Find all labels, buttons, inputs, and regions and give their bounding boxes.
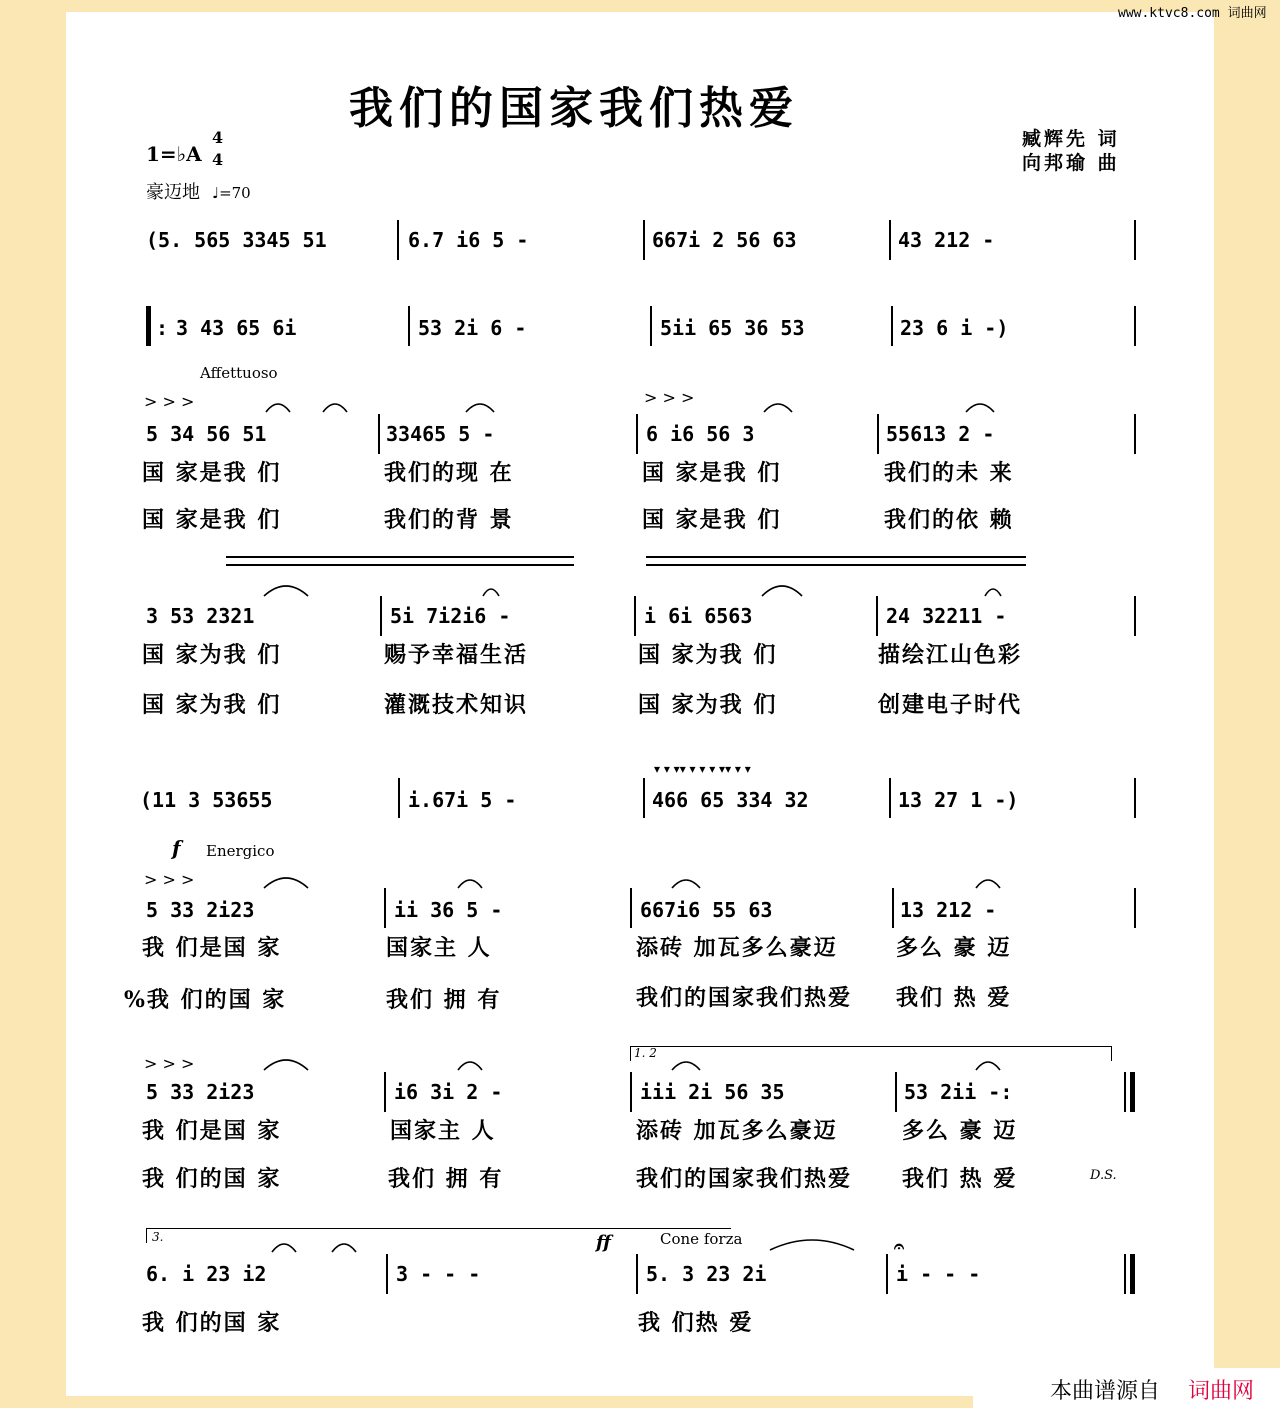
lyric-s8-m1: 我 们的国 家 [142, 1310, 282, 1336]
lyric-s7-v2-m2: 我们 拥 有 [388, 1166, 504, 1192]
lyric-s4-v1-m3: 国 家为我 们 [638, 642, 778, 668]
lyric-s6-v1-m2: 国家主 人 [386, 935, 492, 961]
lyric-s6-v1-m3: 添砖 加瓦多么豪迈 [636, 935, 838, 961]
fermata-mark: 𝄐 [894, 1236, 905, 1257]
lyric-s6-v1-m1: 我 们是国 家 [142, 935, 282, 961]
notes-s2-m3: 5ii 65 36 53 [660, 316, 805, 340]
notes-s2-m2: 53 2i 6 - [418, 316, 527, 340]
lyric-s4-v2-m1: 国 家为我 们 [142, 692, 282, 718]
slur [466, 404, 494, 412]
lyric-s6-v2-m1: %我 们的国 家 [124, 987, 287, 1013]
notes-s4-m2: 5i 7i2i6 - [390, 604, 511, 628]
lyric-s6-v1-m4: 多么 豪 迈 [896, 935, 1012, 961]
lyric-s8-m3: 我 们热 爱 [638, 1310, 754, 1336]
energico-marking: Energico [206, 842, 275, 860]
forte-marking: f [172, 836, 181, 860]
lyric-s7-v2-m3: 我们的国家我们热爱 [636, 1166, 853, 1192]
time-signature-bottom: 4 [212, 150, 224, 169]
slur [458, 1062, 482, 1070]
slur [264, 878, 308, 888]
notes-s8-m3: 5. 3 23 2i [646, 1262, 767, 1286]
lyric-s7-v1-m3: 添砖 加瓦多么豪迈 [636, 1118, 838, 1144]
song-title: 我们的国家我们热爱 [349, 83, 799, 134]
notes-s1-m2: 6.7 i6 5 - [408, 228, 529, 252]
lyric-s3-v2-m3: 国 家是我 们 [642, 507, 782, 533]
slur [762, 586, 802, 596]
lyric-s3-v1-m2: 我们的现 在 [384, 460, 514, 486]
notes-s6-m3: 667i6 55 63 [640, 898, 773, 922]
slur [985, 589, 1001, 596]
lyric-s7-v1-m1: 我 们是国 家 [142, 1118, 282, 1144]
key-signature: 1=♭A [146, 142, 202, 166]
notes-s5-m2: i.67i 5 - [408, 788, 517, 812]
lyric-s6-v2-m4: 我们 热 爱 [896, 985, 1012, 1011]
lyric-s7-v1-m2: 国家主 人 [390, 1118, 496, 1144]
lyric-s6-v2-m3: 我们的国家我们热爱 [636, 985, 853, 1011]
accent-marks: > > > [144, 392, 195, 411]
slur [976, 880, 1000, 888]
volta-1-2-label: 1. 2 [634, 1046, 657, 1060]
slur [264, 1060, 308, 1070]
lyric-s4-v1-m2: 赐予幸福生活 [384, 642, 529, 668]
fortissimo-marking: ff [596, 1232, 611, 1253]
notes-s4-m4: 24 32211 - [886, 604, 1007, 628]
slur [672, 880, 700, 888]
composer-credit: 向邦瑜 曲 [1022, 152, 1120, 174]
lyric-s3-v1-m4: 我们的未 来 [884, 460, 1014, 486]
notes-s3-m1: 5 34 56 51 [146, 422, 267, 446]
slur [966, 404, 994, 412]
notes-s2-m4: 23 6 i -) [900, 316, 1009, 340]
slur [483, 589, 499, 596]
volta-3-label: 3. [152, 1230, 164, 1244]
notes-s6-m4: 13 212 - [900, 898, 997, 922]
slur [264, 586, 308, 596]
notes-s3-m2: 33465 5 - [386, 422, 495, 446]
slur [272, 1244, 296, 1252]
time-signature-top: 4 [212, 128, 224, 147]
slur [332, 1244, 356, 1252]
tempo-style: 豪迈地 [146, 182, 200, 203]
notes-s1-m3: 667i 2 56 63 [652, 228, 797, 252]
notes-s1-m4: 43 212 - [898, 228, 995, 252]
lyric-s3-v2-m1: 国 家是我 们 [142, 507, 282, 533]
notes-s8-m2: 3 - - - [396, 1262, 481, 1286]
lyric-s3-v1-m1: 国 家是我 们 [142, 460, 282, 486]
slur [672, 1062, 700, 1070]
affettuoso-marking: Affettuoso [200, 364, 278, 382]
tempo-mark: ♩=70 [212, 184, 251, 202]
slur [976, 1062, 1000, 1070]
lyric-s4-v2-m3: 国 家为我 们 [638, 692, 778, 718]
notes-s5-m1: (11 3 53655 [140, 788, 273, 812]
lyric-s4-v2-m4: 创建电子时代 [878, 692, 1023, 718]
lyric-s3-v1-m3: 国 家是我 们 [642, 460, 782, 486]
lyric-s7-v1-m4: 多么 豪 迈 [902, 1118, 1018, 1144]
slur [266, 404, 290, 412]
notes-s7-m1: 5 33 2i23 [146, 1080, 255, 1104]
notes-s8-m4: i - - - [896, 1262, 981, 1286]
lyric-s7-v2-m4: 我们 热 爱 [902, 1166, 1018, 1192]
accent-marks: > > > [144, 870, 195, 889]
lyricist-credit: 臧辉先 词 [1022, 128, 1120, 150]
notes-s7-m4: 53 2ii -: [904, 1080, 1013, 1104]
notes-s2-m1: 3 43 65 6i [176, 316, 297, 340]
lyric-s3-v2-m2: 我们的背 景 [384, 507, 514, 533]
notes-s1-m1: (5. 565 3345 51 [146, 228, 327, 252]
lyric-s4-v2-m2: 灌溉技术知识 [384, 692, 529, 718]
footer-site-link[interactable]: 词曲网 [1188, 1379, 1255, 1404]
notes-s8-m1: 6. i 23 i2 [146, 1262, 267, 1286]
notes-s4-m1: 3 53 2321 [146, 604, 255, 628]
lyric-s4-v1-m1: 国 家为我 们 [142, 642, 282, 668]
slur [764, 404, 792, 412]
accent-marks: > > > [144, 1054, 195, 1073]
notes-s7-m2: i6 3i 2 - [394, 1080, 503, 1104]
lyric-s7-v2-m1: 我 们的国 家 [142, 1166, 282, 1192]
slur [770, 1240, 854, 1250]
footer-source-text: 本曲谱源自 [1050, 1379, 1161, 1404]
notes-s7-m3: iii 2i 56 35 [640, 1080, 785, 1104]
lyric-s4-v1-m4: 描绘江山色彩 [878, 642, 1023, 668]
cone-forza-marking: Cone forza [660, 1230, 743, 1248]
dal-segno-marking: D.S. [1090, 1168, 1117, 1183]
repeat-dots: : [156, 316, 169, 340]
slur [323, 404, 347, 412]
notes-s3-m3: 6 i6 56 3 [646, 422, 755, 446]
staccato-marks: ▾ ▾ ▾▾ ▾ ▾ ▾ ▾▾ ▾ ▾ [654, 762, 751, 776]
site-watermark: www.ktvc8.com 词曲网 [1118, 6, 1267, 21]
notes-s3-m4: 55613 2 - [886, 422, 995, 446]
slur [458, 880, 482, 888]
notes-s4-m3: i 6i 6563 [644, 604, 753, 628]
accent-marks: > > > [644, 388, 695, 407]
notes-s5-m3: 466 65 334 32 [652, 788, 809, 812]
notes-s6-m1: 5 33 2i23 [146, 898, 255, 922]
notes-s5-m4: 13 27 1 -) [898, 788, 1019, 812]
lyric-s6-v2-m2: 我们 拥 有 [386, 987, 502, 1013]
notes-s6-m2: ii 36 5 - [394, 898, 503, 922]
lyric-s3-v2-m4: 我们的依 赖 [884, 507, 1014, 533]
